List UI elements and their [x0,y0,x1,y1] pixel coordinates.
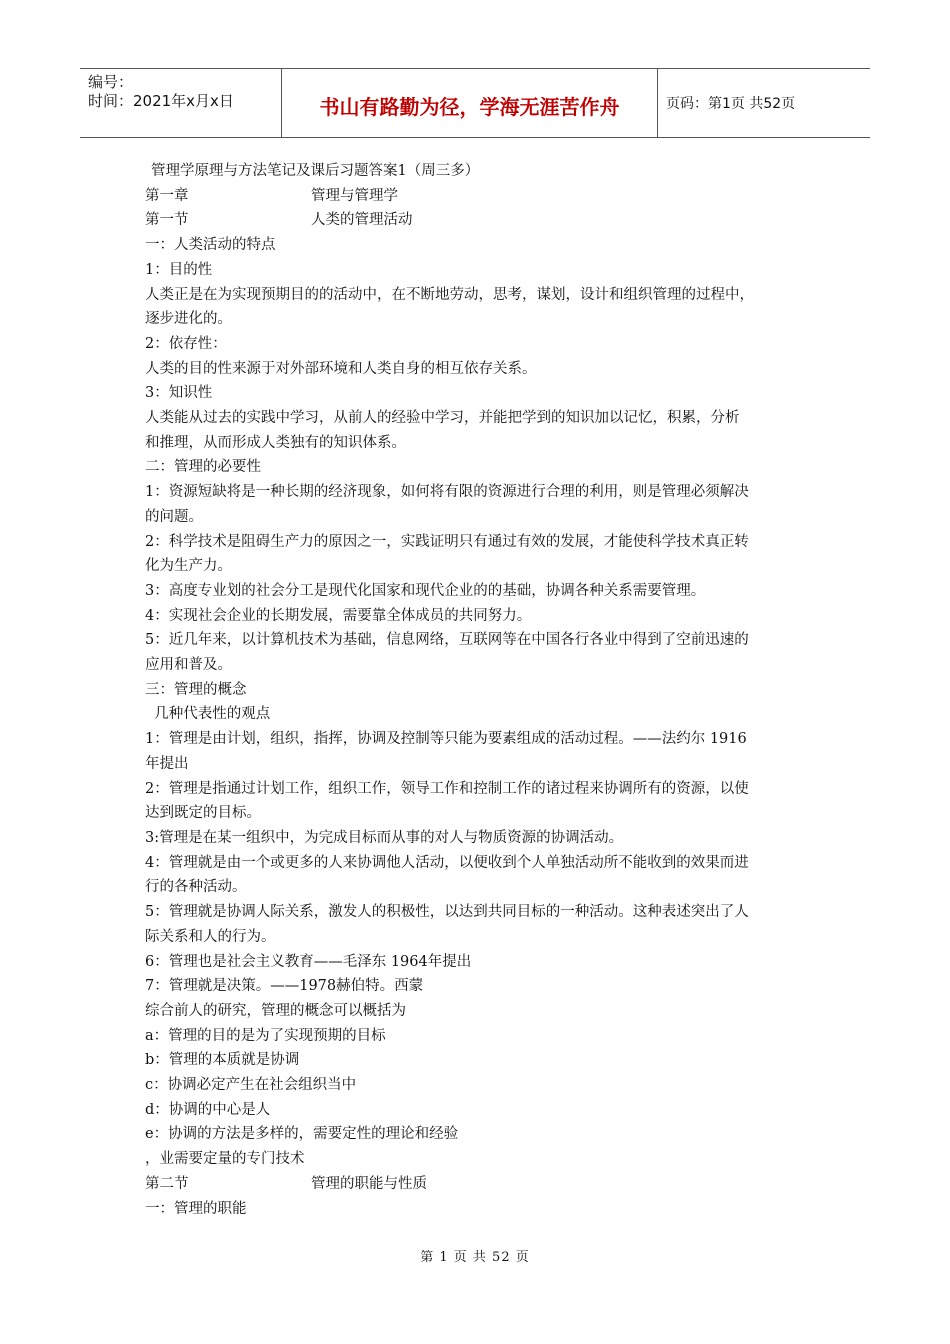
text-line: 逐步进化的。 [145,311,232,328]
text-line: 二：管理的必要性 [145,459,261,476]
text-line: a：管理的目的是为了实现预期的目标 [145,1027,386,1044]
text-line: 和推理，从而形成人类独有的知识体系。 [145,434,406,451]
text-line: 1：目的性 [145,261,213,278]
section-name: 人类的管理活动 [311,212,413,229]
section-label: 第一节 [145,212,189,229]
page-footer: 第 1 页 共 52 页 [420,1250,530,1265]
text-line: 3:管理是在某一组织中，为完成目标而从事的对人与物质资源的协调活动。 [145,829,624,846]
chapter-name: 管理与管理学 [311,187,398,204]
motto: 书山有路勤为径，学海无涯苦作舟 [282,69,658,137]
text-line: 3：知识性 [145,385,213,402]
text-line: 几种代表性的观点 [145,706,271,723]
page-info: 页码：第1页 共52页 [666,96,796,112]
section-label: 第二节 [145,1175,189,1192]
text-line: 人类能从过去的实践中学习，从前人的经验中学习，并能把学到的知识加以记忆，积累，分析 [145,410,740,427]
text-line: 行的各种活动。 [145,879,247,896]
text-line: 际关系和人的行为。 [145,928,276,945]
number-label: 编号： [88,73,134,91]
text-line: 一：管理的职能 [145,1200,247,1217]
header-table [80,68,870,138]
text-line: 一：人类活动的特点 [145,237,276,254]
chapter-label: 第一章 [145,187,189,204]
text-line: 2：科学技术是阻碍生产力的原因之一，实践证明只有通过有效的发展，才能使科学技术真正转 [145,533,749,550]
text-line: 5：近几年来，以计算机技术为基础，信息网络，互联网等在中国各行各业中得到了空前迅速的 [145,632,749,649]
text-line: 5：管理就是协调人际关系，激发人的积极性，以达到共同目标的一种活动。这种表述突出了人 [145,904,749,921]
section-heading [145,208,815,233]
text-line: d：协调的中心是人 [145,1101,271,1118]
text-line: 综合前人的研究，管理的概念可以概括为 [145,1002,406,1019]
section-heading [145,1172,815,1197]
header-meta [80,69,282,137]
text-line: 4：管理就是由一个或更多的人来协调他人活动，以便收到个人单独活动所不能收到的效果而进 [145,854,749,871]
text-line: 人类正是在为实现预期目的的活动中，在不断地劳动，思考，谋划，设计和组织管理的过程中， [145,286,754,303]
text-line: 4：实现社会企业的长期发展，需要靠全体成员的共同努力。 [145,607,532,624]
text-line: 2：依存性： [145,335,227,352]
date-label: 时间：2021年x月x日 [88,92,234,110]
text-line: c：协调必定产生在社会组织当中 [145,1077,357,1094]
text-line: 7：管理就是决策。——1978赫伯特。西蒙 [145,978,424,995]
text-line: 1：资源短缺将是一种长期的经济现象，如何将有限的资源进行合理的利用，则是管理必须解决 [145,484,749,501]
text-line: ，业需要定量的专门技术 [145,1151,305,1168]
document-title: 管理学原理与方法笔记及课后习题答案1（周三多） [151,163,480,179]
text-line: e：协调的方法是多样的，需要定性的理论和经验 [145,1126,459,1143]
paragraphs-a [145,233,815,1172]
text-line: b：管理的本质就是协调 [145,1052,300,1069]
text-line: 1：管理是由计划，组织，指挥，协调及控制等只能为要素组成的活动过程。——法约尔 1916 [145,731,747,748]
text-line: 达到既定的目标。 [145,805,261,822]
text-line: 应用和普及。 [145,657,232,674]
text-line: 化为生产力。 [145,558,232,575]
text-line: 人类的目的性来源于对外部环境和人类自身的相互依存关系。 [145,360,537,377]
document-body [145,159,815,1221]
text-line: 三：管理的概念 [145,681,247,698]
text-line: 3：高度专业划的社会分工是现代化国家和现代企业的的基础，协调各种关系需要管理。 [145,582,706,599]
text-line: 年提出 [145,755,189,772]
text-line: 2：管理是指通过计划工作，组织工作，领导工作和控制工作的诸过程来协调所有的资源，以使 [145,780,749,797]
text-line: 的问题。 [145,508,203,525]
chapter-heading [145,184,815,209]
paragraphs-b [145,1197,815,1222]
section-name: 管理的职能与性质 [311,1175,427,1192]
text-line: 6：管理也是社会主义教育——毛泽东 1964年提出 [145,953,472,970]
